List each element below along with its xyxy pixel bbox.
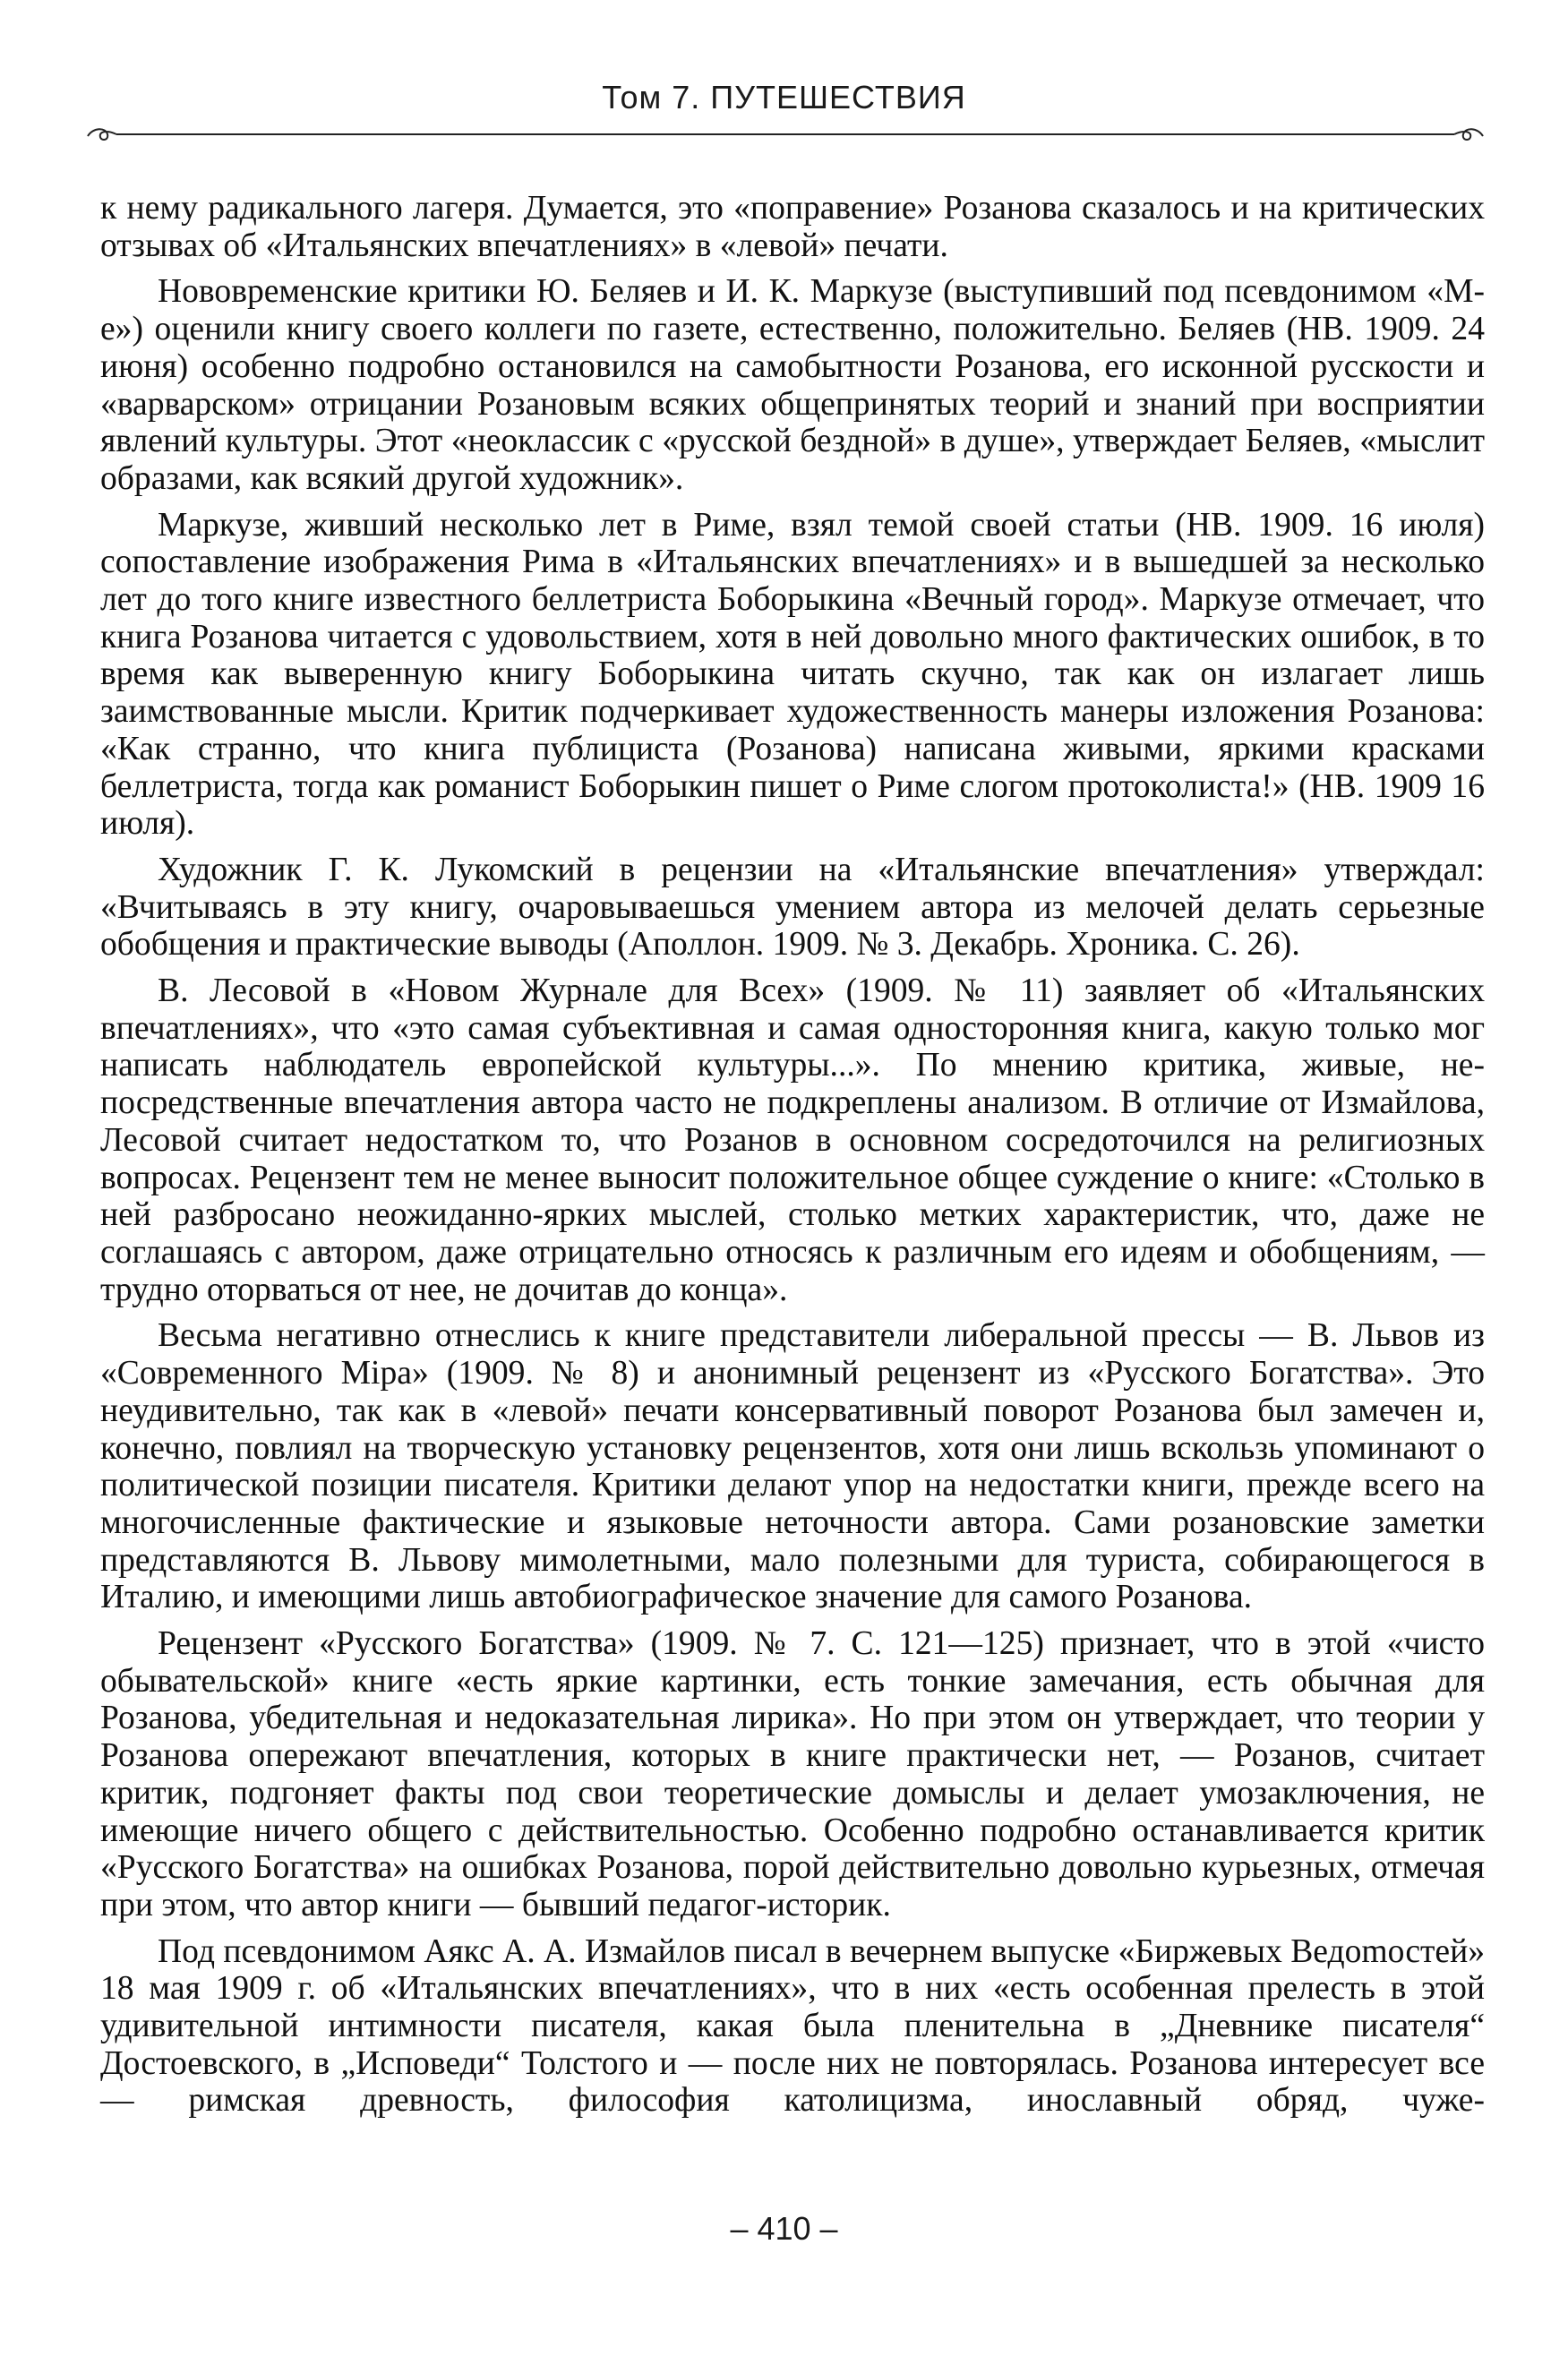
paragraph: Весьма негативно отнеслись к книге представители либеральной прессы — В. Львов из «Современного Міра» (1909. № 8) и анонимный рецензент из «Русского Богатства». Это неудивительно, так как в «левой» печати консервативный поворот Розанова был замечен и, конечно, повлиял на творческую установку рецензентов, хотя они лишь вскользь упоминают о политической позиции писателя. Критики делают упор на недостатки книги, прежде всего на многочисленные фактические и языковые неточности автора. Сами розановские заметки представляются В. Львову мимолетными, мало полезными для туриста, собирающегося в Италию, и имеющими лишь автобиографическое значение для самого Розанова. (100, 1317, 1485, 1616)
paragraph: Художник Г. К. Лукомский в рецензии на «Итальянские впечатления» утверждал: «Вчитываясь в эту книгу, очаровываешься умением автора из мелочей делать серьезные обобщения и практические выводы (Аполлон. 1909. № 3. Декабрь. Хроника. С. 26). (100, 851, 1485, 964)
paragraph: Нововременские критики Ю. Беляев и И. К. Маркузе (выступивший под псевдонимом «М-е») оценили книгу своего коллеги по газете, естественно, положительно. Беляев (НВ. 1909. 24 июня) особенно подробно остановился на самобытности Розанова, его исконной русскости и «варварском» отрицании Розановым всяких общепринятых теорий и знаний при восприятии явлений культуры. Этот «неоклассик с «русской бездной» в душе», утверждает Беляев, «мыслит образами, как всякий другой художник». (100, 273, 1485, 497)
running-head: Том 7. ПУТЕШЕСТВИЯ (602, 79, 966, 116)
paragraph: к нему радикального лагеря. Думается, это «поправение» Розанова сказалось и на критических отзывах об «Итальянских впечатлениях» в «левой» печати. (100, 190, 1485, 264)
paragraph: Маркузе, живший несколько лет в Риме, взял темой своей статьи (НВ. 1909. 16 июля) сопоставление изображения Рима в «Итальянских впечатлениях» и в вышедшей за несколько лет до того книге известного беллетриста Боборыкина «Вечный город». Маркузе отмечает, что книга Розанова читается с удовольствием, хотя в ней довольно много фактических ошибок, в то время как выверенную книгу Боборыкина читать скучно, так как он излагает лишь заимствованные мысли. Критик подчеркивает художественность манеры изложения Розанова: «Как странно, что книга публициста (Розанова) написана живыми, яркими красками беллетриста, тогда как романист Боборыкин пишет о Риме слогом протоколиста!» (НВ. 1909 16 июля). (100, 506, 1485, 843)
paragraph: Рецензент «Русского Богатства» (1909. № 7. С. 121—125) признает, что в этой «чисто обывательской» книге «есть яркие картинки, есть тонкие замечания, есть обычная для Розанова, убедительная и недоказательная лирика». Но при этом он утверждает, что теории у Розанова опережают впечатления, которых в книге практически нет, — Розанов, считает критик, подгоняет факты под свои теоретические домыслы и делает умозаключения, не имеющие ничего общего с действительностью. Особенно подробно останавливается критик «Русского Богатства» на ошибках Розанова, порой действительно довольно курьезных, отмечая при этом, что автор книги — бывший педагог-историк. (100, 1625, 1485, 1923)
left-flourish-icon (88, 129, 116, 140)
ornamental-header-rule (86, 124, 1485, 145)
body-text (100, 190, 1485, 2129)
right-flourish-icon (1454, 129, 1483, 140)
paragraph: Под псевдонимом Аякс А. А. Измайлов писал в вечернем выпуске «Биржевых Ведоmостей» 18 мая 1909 г. об «Итальянских впечатлениях», что в них «есть особенная прелесть в этой удивительной интимности писателя, какая была пленительна в „Дневнике писателя“ Достоевского, в „Исповеди“ Толстого и — после них не повторялась. Розанова интересует все — римская древность, философия католицизма, инославный обряд, чуже- (100, 1932, 1485, 2120)
page-number: – 410 – (730, 2210, 838, 2247)
paragraph: В. Лесовой в «Новом Журнале для Всех» (1909. № 11) заявляет об «Итальянских впечатлениях», что «это самая субъективная и самая односторонняя книга, какую только мог написать наблюдатель европейской культуры...». По мнению критика, живые, непосредственные впечатления автора часто не подкреплены анализом. В отличие от Измайлова, Лесовой считает недостатком то, что Розанов в основном сосредоточился на религиозных вопросах. Рецензент тем не менее выносит положительное общее суждение о книге: «Столько в ней разбросано неожиданно-ярких мыслей, столько метких характеристик, что, даже не соглашаясь с автором, даже отрицательно относясь к различным его идеям и обобщениям, — трудно оторваться от нее, не дочитав до конца». (100, 972, 1485, 1308)
